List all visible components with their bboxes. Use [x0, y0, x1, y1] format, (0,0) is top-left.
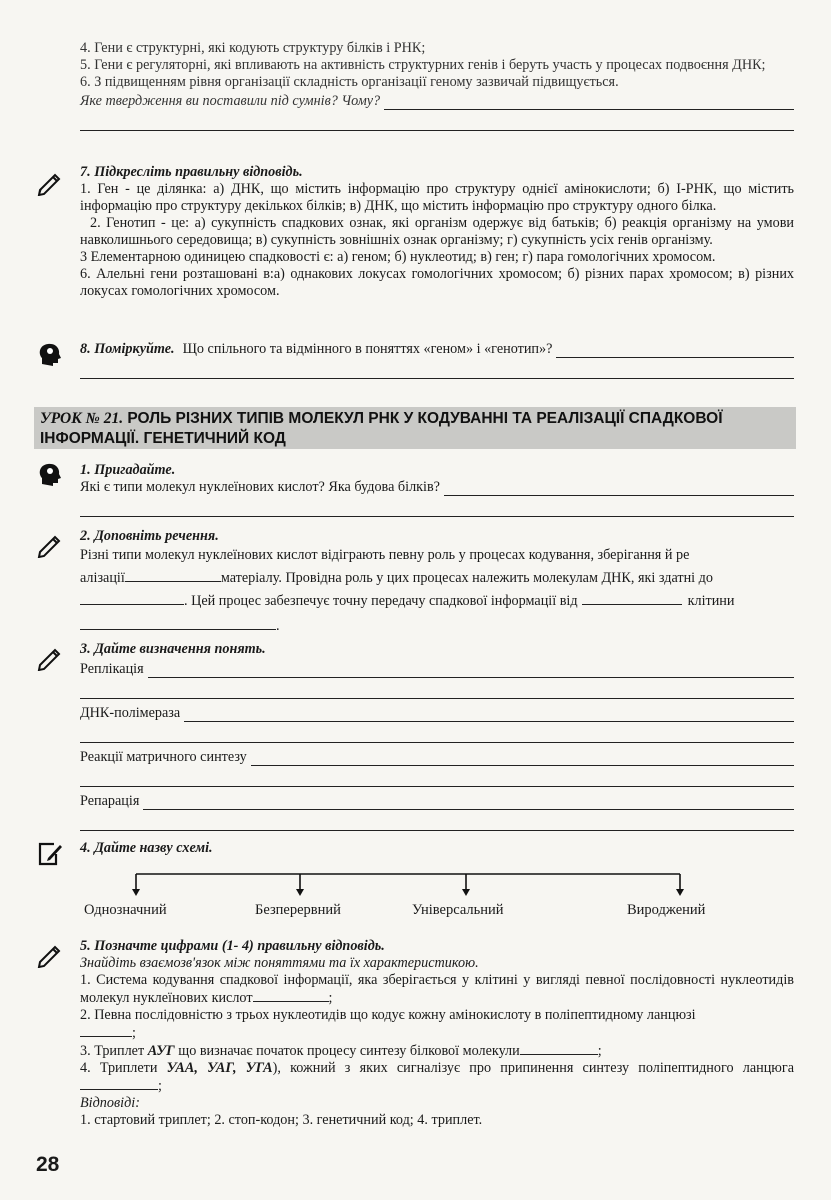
answer-line[interactable]: [80, 358, 794, 379]
text: . Цей процес забезпечує точну передачу спадкової інформації від: [184, 593, 578, 609]
lesson-number: УРОК № 21.: [40, 410, 124, 427]
codon-text: УАА, УАГ, УГА: [166, 1060, 273, 1076]
pencil-icon: [36, 940, 64, 968]
head-icon: [36, 460, 64, 488]
pencil-icon: [36, 530, 64, 558]
answers-list: 1. стартовий триплет; 2. стоп-кодон; 3. генетичний код; 4. триплет.: [80, 1112, 483, 1128]
scheme-label: Однозначний: [84, 902, 167, 918]
scheme-diagram: [120, 870, 700, 900]
scheme-label: Безперервний: [255, 902, 341, 918]
definition-line[interactable]: [80, 722, 794, 743]
lesson-title: [40, 409, 794, 449]
lesson-task-2-line1: Різні типи молекул нуклеїнових кислот відіграють певну роль у процесах кодування, зберігання й ре: [80, 547, 690, 563]
answer-line[interactable]: [384, 95, 794, 110]
answer-line[interactable]: [556, 343, 794, 358]
task-8-heading: 8. Поміркуйте.: [80, 341, 175, 357]
lesson-task-2-heading: 2. Доповніть речення.: [80, 528, 219, 544]
definition-line[interactable]: [251, 751, 794, 766]
answer-line[interactable]: [80, 496, 794, 517]
task-7-q2: 2. Генотип - це: а) сукупність спадкових ознак, які організм одержує від батьків; б) реакція організму на умови навколишнього середовища; в) сукупність зовнішніх ознак організму; г) сукупність усіх генів організму.: [80, 215, 794, 248]
term-label: Реакції матричного синтезу: [80, 749, 247, 765]
term-label: Репарація: [80, 793, 140, 809]
task-7-q1: 1. Ген - це ділянка: а) ДНК, що містить інформацію про структуру однієї амінокислоти; б) І-РНК, що містить інформацію про структуру декількох білків; в) ДНК, що містить інформацію про структуру одного білка.: [80, 181, 794, 214]
statement-5: 5. Гени є регуляторні, які впливають на активність структурних генів і беруть участь у процесах подвоєння ДНК;: [80, 57, 766, 73]
answer-blank[interactable]: [80, 1077, 158, 1090]
head-icon: [36, 340, 64, 368]
term-label: ДНК-полімераза: [80, 705, 181, 721]
lesson-task-5-heading: 5. Позначте цифрами (1- 4) правильну відповідь.: [80, 938, 385, 954]
codon-text: АУГ: [147, 1043, 175, 1059]
edit-note-icon: [36, 840, 64, 868]
blank-field[interactable]: [80, 617, 276, 630]
task-7: [80, 164, 794, 300]
answer-blank[interactable]: [253, 989, 329, 1002]
term-label: Реплікація: [80, 661, 144, 677]
text: клітини: [687, 593, 735, 609]
scheme-label: Універсальний: [412, 902, 504, 918]
lesson-task-2: [80, 528, 794, 635]
text: матеріалу. Провідна роль у цих процесах належить молекулам ДНК, які здатні до: [220, 570, 713, 586]
top-statements: [80, 40, 794, 131]
lesson-task-3: [80, 641, 794, 831]
answer-blank[interactable]: [520, 1042, 598, 1055]
page-number: 28: [36, 1153, 60, 1176]
definition-line[interactable]: [80, 766, 794, 787]
item-text: 2. Певна послідовністю з трьох нуклеотидів що кодує кожну амінокислоту в поліпептидному ланцюзі: [80, 1007, 696, 1023]
item-text: 1. Система кодування спадкової інформації, яка зберігається у клітині у вигляді певної послідовності нуклеотидів молекул нуклеїнових кислот: [80, 972, 794, 1006]
lesson-task-4: [80, 840, 794, 857]
answer-line[interactable]: [80, 110, 794, 131]
task-7-heading: 7. Підкресліть правильну відповідь.: [80, 164, 303, 180]
lesson-task-1-heading: 1. Пригадайте.: [80, 462, 176, 478]
blank-field[interactable]: [125, 569, 221, 582]
statement-6: 6. З підвищенням рівня організації складність організації геному зазвичай підвищується.: [80, 74, 619, 90]
item-text: 3. Триплет: [80, 1043, 145, 1059]
item-text: 4. Триплети: [80, 1060, 158, 1076]
lesson-task-3-heading: 3. Дайте визначення понять.: [80, 641, 266, 657]
lesson-heading: РОЛЬ РІЗНИХ ТИПІВ МОЛЕКУЛ РНК У КОДУВАННІ ТА РЕАЛІЗАЦІЇ СПАДКОВОЇ ІНФОРМАЦІЇ. ГЕНЕТИЧНИЙ КОД: [40, 410, 723, 447]
text: .: [276, 618, 280, 634]
definition-line[interactable]: [80, 678, 794, 699]
item-text: що визначає початок процесу синтезу білкової молекули: [178, 1043, 520, 1059]
scheme-label: Вироджений: [627, 902, 706, 918]
pencil-icon: [36, 643, 64, 671]
task-8-text: Що спільного та відмінного в поняттях «геном» і «генотип»?: [182, 341, 553, 357]
lesson-task-4-heading: 4. Дайте назву схемі.: [80, 840, 213, 856]
task-7-q3: 3 Елементарною одиницею спадковості є: а) геном; б) нуклеотид; в) ген; г) пара гомологічних хромосом.: [80, 249, 716, 265]
text: алізації: [80, 570, 125, 586]
pencil-icon: [36, 168, 64, 196]
statement-4: 4. Гени є структурні, які кодують структуру білків і РНК;: [80, 40, 426, 56]
lesson-task-1-text: Які є типи молекул нуклеїнових кислот? Яка будова білків?: [80, 479, 440, 495]
lesson-task-5-subheading: Знайдіть взаємозв'язок між поняттями та їх характеристикою.: [80, 955, 479, 971]
answer-blank[interactable]: [80, 1024, 132, 1037]
blank-field[interactable]: [582, 592, 682, 605]
definition-line[interactable]: [143, 795, 794, 810]
lesson-task-5: 5. Позначте цифрами (1- 4) правильну відповідь. Знайдіть взаємозв'язок між поняттями та їх характеристикою. 1. Система кодування спадкової інформації, яка зберігається у клітині у вигляді певної послідовності нуклеотидів молекул нуклеїнових кислот ; 2. Певна послідовністю з трьох нуклеотидів що кодує кожну амінокислоту в поліпептидному ланцюзі ; 3. Триплет АУГ що визначає початок процесу синтезу білкової молекули ; 4. Триплети УАА, УАГ, УГА), кожний з яких сигналізує про припинення синтезу поліпептидного ланцюга; Відповіді: 1. стартовий триплет; 2. стоп-кодон; 3. генетичний код; 4. триплет.: [80, 938, 795, 1128]
item-text: ), кожний з яких сигналізує про припинення синтезу поліпептидного ланцюга: [272, 1060, 795, 1076]
definition-line[interactable]: [80, 810, 794, 831]
definition-line[interactable]: [184, 707, 794, 722]
task-8: [80, 341, 794, 379]
definition-line[interactable]: [148, 663, 794, 678]
answer-line[interactable]: [444, 481, 794, 496]
blank-field[interactable]: [80, 592, 184, 605]
doubt-question: Яке твердження ви поставили під сумнів? Чому?: [80, 93, 381, 109]
lesson-task-1: [80, 462, 794, 517]
answers-label: Відповіді: [80, 1095, 136, 1111]
task-7-q4: 6. Алельні гени розташовані в:а) однакових локусах гомологічних хромосом; б) різних парах хромосом; в) різних локусах гомологічних хромосом.: [80, 266, 794, 299]
